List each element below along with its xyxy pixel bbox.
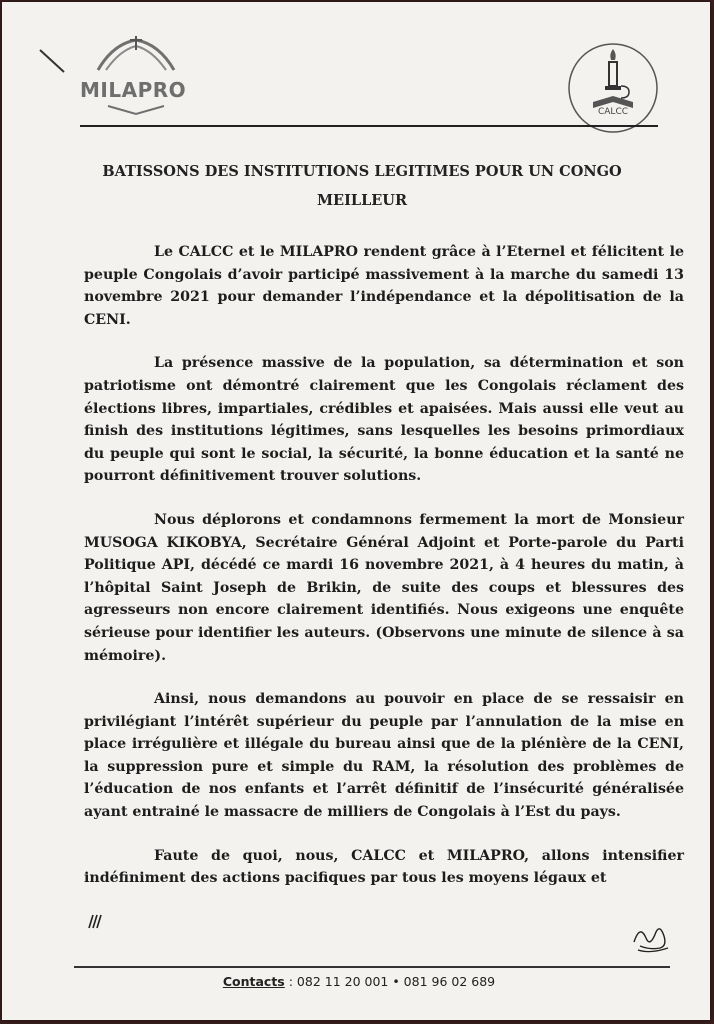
title-line-2: MEILLEUR: [316, 192, 408, 209]
document-title: [102, 157, 622, 215]
milapro-logo-text: MILAPRO: [80, 78, 187, 102]
paragraph: La présence massive de la population, sa détermination et son patriotisme ont démontré clairement que les Congolais réclament des élections libres, impartiales, crédibles et apaisées. Mais aussi elle veut au finish des institutions légitimes, sans lesquelles les besoins primordiaux du peuple qui sont le social, la sécurité, la bonne éducation et la santé ne pourront définitivement trouver solutions.: [84, 355, 684, 485]
paragraph: Le CALCC et le MILAPRO rendent grâce à l’Eternel et félicitent le peuple Congolais d’avoir participé massivement à la marche du samedi 13 novembre 2021 pour demander l’indépendance et la dépolitisation de la CENI.: [84, 244, 684, 328]
paragraph: Nous déplorons et condamnons fermement la mort de Monsieur MUSOGA KIKOBYA, Secrétaire Général Adjoint et Porte-parole du Parti Politique API, décédé ce mardi 16 novembre 2021, à 4 heures du matin, à l’hôpital Saint Joseph de Brikin, de suite des coups et blessures des agresseurs non encore clairement identifiés. Nous exigeons une enquête sérieuse pour identifier les auteurs. (Observons une minute de silence à sa mémoire).: [84, 511, 684, 664]
signature-mark: [630, 920, 674, 954]
paragraph: Faute de quoi, nous, CALCC et MILAPRO, allons intensifier indéfiniment des actions pacifiques par tous les moyens légaux et: [84, 847, 684, 887]
contacts-footer: [2, 974, 714, 989]
header-divider: [80, 125, 658, 127]
candle-book-seal-icon: [565, 40, 661, 136]
initials-mark: [86, 912, 106, 932]
document-page: [2, 2, 710, 1020]
calcc-seal-text: CALCC: [597, 107, 629, 117]
paragraph: Ainsi, nous demandons au pouvoir en place de se ressaisir en privilégiant l’intérêt supérieur du peuple par l’annulation de la mise en place irrégulière et illégale du bureau ainsi que de la plénière de la CENI, la suppression pure et simple du RAM, la résolution des problèmes de l’éducation de nos enfants et l’arrêt définitif de l’insécurité généralisée ayant entrainé le massacre de milliers de Congolais à l’Est du pays.: [84, 691, 684, 821]
contacts-numbers: : 082 11 20 001 • 081 96 02 689: [284, 974, 496, 989]
pen-stroke-mark: [38, 46, 70, 78]
church-roof-cross-icon: [78, 36, 188, 116]
calcc-seal: [565, 40, 661, 136]
footer-divider: [74, 966, 670, 968]
contacts-label: Contacts: [222, 974, 285, 989]
document-body: [84, 241, 684, 911]
milapro-logo: [78, 36, 198, 116]
title-line-1: BATISSONS DES INSTITUTIONS LEGITIMES POUR UN CONGO: [102, 163, 622, 180]
